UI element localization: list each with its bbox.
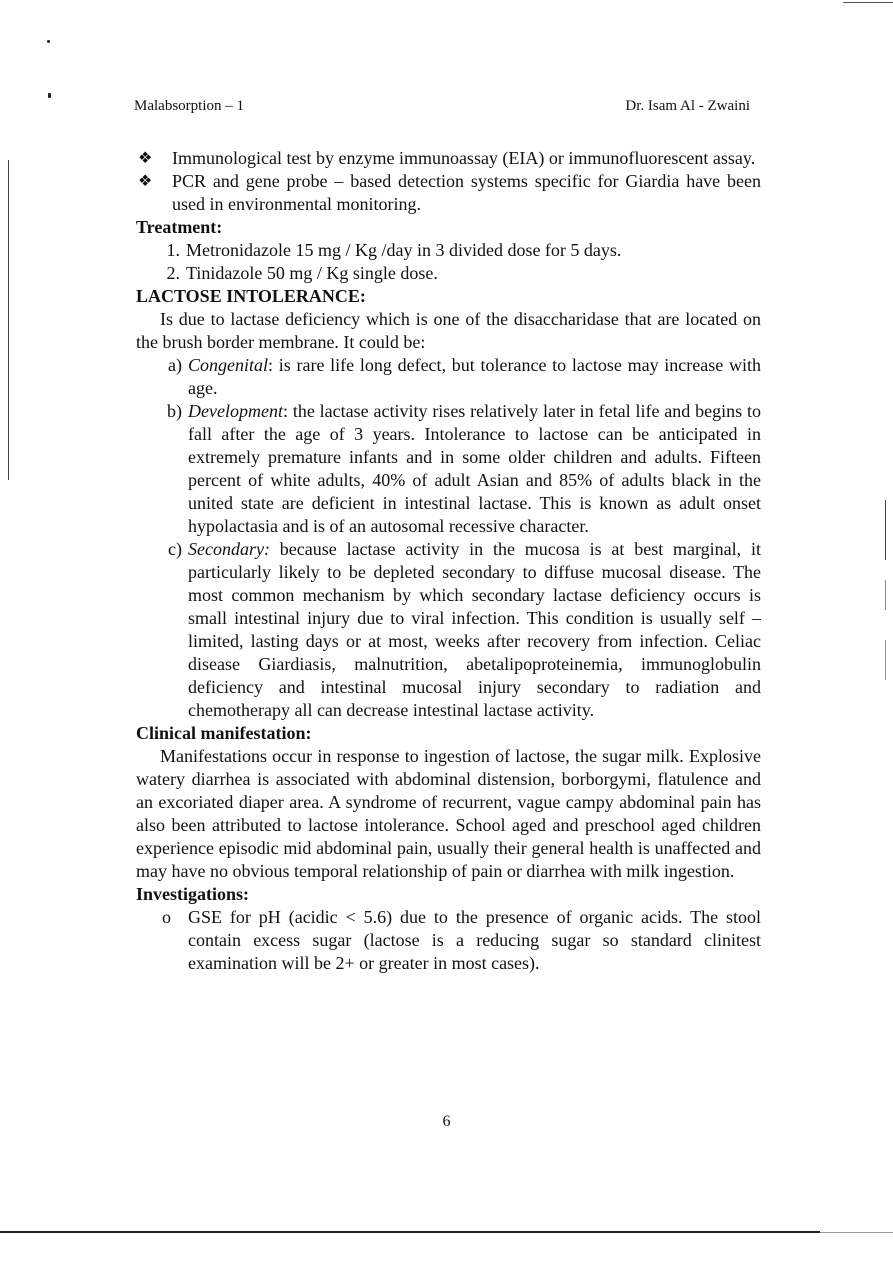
page-number: 6 [442, 1113, 451, 1130]
lactose-heading: LACTOSE INTOLERANCE: [136, 286, 366, 306]
type-term: Congenital [188, 355, 268, 375]
lactose-type-item [136, 354, 761, 400]
scan-margin-line [8, 160, 9, 480]
test-item-text: PCR and gene probe – based detection systems specific for Giardia have been used in environmental monitoring. [172, 171, 761, 214]
clinical-heading: Clinical manifestation: [136, 723, 312, 743]
test-item-text: Immunological test by enzyme immunoassay (EIA) or immunofluorescent assay. [172, 148, 756, 168]
type-description: is rare life long defect, but tolerance to lactose may increase with age. [188, 355, 761, 398]
page-body [136, 147, 761, 975]
running-header-author: Dr. Isam Al - Zwaini [625, 98, 750, 114]
type-term: Development [188, 401, 283, 421]
treatment-item-text: Tinidazole 50 mg / Kg single dose. [186, 263, 438, 283]
scan-margin-line [885, 640, 886, 680]
scan-edge-line [843, 2, 893, 3]
clinical-paragraph: Manifestations occur in response to ingestion of lactose, the sugar milk. Explosive watery diarrhea is associated with abdominal distension, borborgymi, flatulence and an excoriated diaper area. A syndrome of recurrent, vague campy abdominal pain has also been attributed to lactose intolerance. School aged and preschool aged children experience episodic mid abdominal pain, usually their general health is unaffected and may have no obvious temporal relationship of pain or diarrhea with milk ingestion. [136, 746, 761, 881]
type-term-suffix: : [282, 401, 288, 421]
scan-margin-line [885, 580, 886, 610]
scan-speck [48, 93, 51, 98]
type-description: because lactase activity in the mucosa is at best marginal, it particularly likely to be depleted secondary to diffuse mucosal disease. The most common mechanism by which secondary lactase deficiency occurs is small intestinal injury due to viral infection. This condition is usually self – limited, lasting days or at most, weeks after recovery from infection. Celiac disease Giardiasis, malnutrition, abetalipoproteinemia, immunoglobulin deficiency and intestinal mucosal injury secondary to radiation and chemotherapy all can decrease intestinal lactase activity. [188, 539, 761, 720]
diamond-bullet-icon: ❖ [138, 173, 153, 190]
footer-rule-faint [820, 1232, 893, 1233]
type-term: Secondary: [188, 539, 270, 559]
lactose-type-text [188, 354, 761, 400]
lactose-type-text [188, 538, 761, 722]
lactose-intro: Is due to lactase deficiency which is one of the disaccharidase that are located on the brush border membrane. It could be: [136, 309, 761, 352]
list-number: 2. [166, 263, 180, 283]
treatment-item-text: Metronidazole 15 mg / Kg /day in 3 divided dose for 5 days. [186, 240, 622, 260]
investigation-item-text: GSE for pH (acidic < 5.6) due to the presence of organic acids. The stool contain excess sugar (lactose is a reducing sugar so standard clinitest examination will be 2+ or greater in most cases). [188, 907, 761, 973]
footer-rule [0, 1231, 820, 1233]
scan-margin-line [885, 500, 886, 560]
lactose-type-text [188, 400, 761, 538]
treatment-heading: Treatment: [136, 217, 223, 237]
list-letter: a) [168, 355, 182, 375]
running-header-title: Malabsorption – 1 [134, 98, 244, 114]
investigations-heading: Investigations: [136, 884, 250, 904]
type-term-suffix: : [268, 355, 274, 375]
investigation-item [136, 906, 761, 975]
lactose-type-item [136, 400, 761, 538]
test-item [136, 170, 761, 216]
lactose-type-item [136, 538, 761, 722]
list-letter: b) [167, 401, 182, 421]
list-letter: c) [168, 539, 182, 559]
diamond-bullet-icon: ❖ [138, 150, 153, 167]
type-description: the lactase activity rises relatively later in fetal life and begins to fall after the age of 3 years. Intolerance to lactose can be anticipated in extremely premature infants and in some older children and adults. Fifteen percent of white adults, 40% of adult Asian and 85% of adults black in the united state are deficient in intestinal lactase. This is known as adult onset hypolactasia and is of an autosomal recessive character. [188, 401, 761, 536]
circle-bullet-icon: o [162, 907, 171, 927]
treatment-item [136, 239, 761, 262]
test-item [136, 147, 761, 170]
scan-speck [47, 40, 50, 43]
list-number: 1. [166, 240, 180, 260]
treatment-item [136, 262, 761, 285]
